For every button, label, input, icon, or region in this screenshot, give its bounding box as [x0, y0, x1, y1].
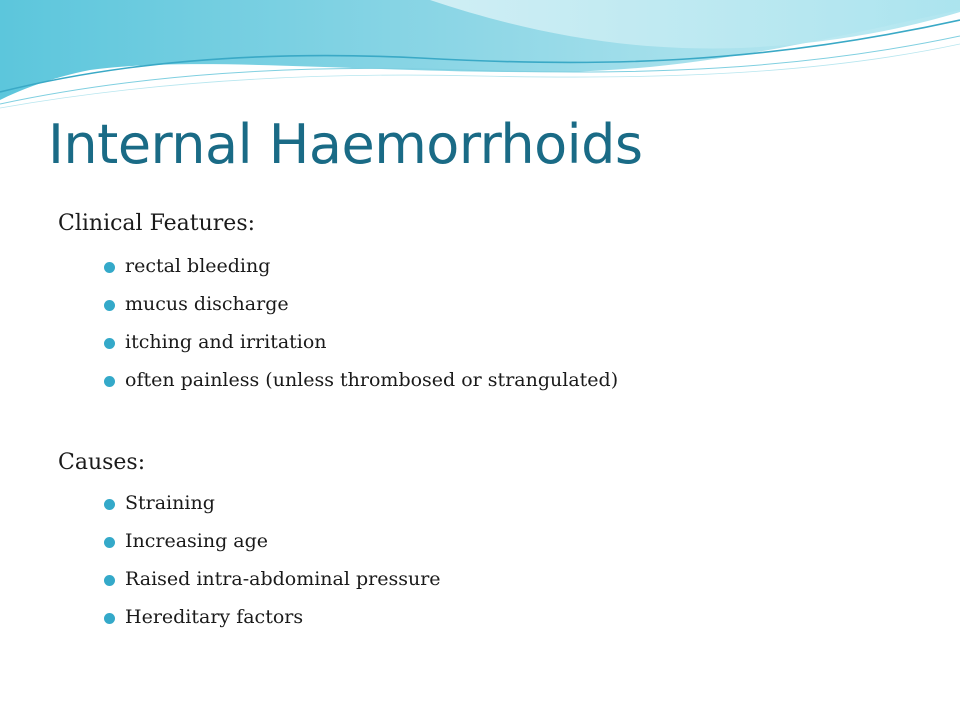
bullet-icon — [104, 300, 115, 311]
bullet-icon — [104, 338, 115, 349]
list-item — [0, 368, 900, 406]
causes-list — [0, 491, 900, 643]
header-wave-decoration — [0, 0, 960, 120]
section-heading-clinical-features: Clinical Features: — [58, 211, 256, 236]
list-item-text: mucus discharge — [125, 293, 289, 315]
list-item — [0, 292, 900, 330]
bullet-icon — [104, 376, 115, 387]
list-item — [0, 254, 900, 292]
list-item — [0, 567, 900, 605]
list-item — [0, 605, 900, 643]
clinical-features-list — [0, 254, 900, 406]
list-item-text: Raised intra-abdominal pressure — [125, 568, 441, 590]
slide-title: Internal Haemorrhoids — [48, 113, 643, 176]
list-item — [0, 491, 900, 529]
list-item-text: rectal bleeding — [125, 255, 271, 277]
list-item — [0, 529, 900, 567]
list-item-text: often painless (unless thrombosed or strangulated) — [125, 369, 619, 391]
list-item-text: itching and irritation — [125, 331, 327, 353]
list-item-text: Hereditary factors — [125, 606, 304, 628]
bullet-icon — [104, 499, 115, 510]
list-item — [0, 330, 900, 368]
list-item-text: Straining — [125, 492, 215, 514]
bullet-icon — [104, 262, 115, 273]
bullet-icon — [104, 537, 115, 548]
bullet-icon — [104, 613, 115, 624]
list-item-text: Increasing age — [125, 530, 269, 552]
bullet-icon — [104, 575, 115, 586]
section-heading-causes: Causes: — [58, 450, 146, 475]
